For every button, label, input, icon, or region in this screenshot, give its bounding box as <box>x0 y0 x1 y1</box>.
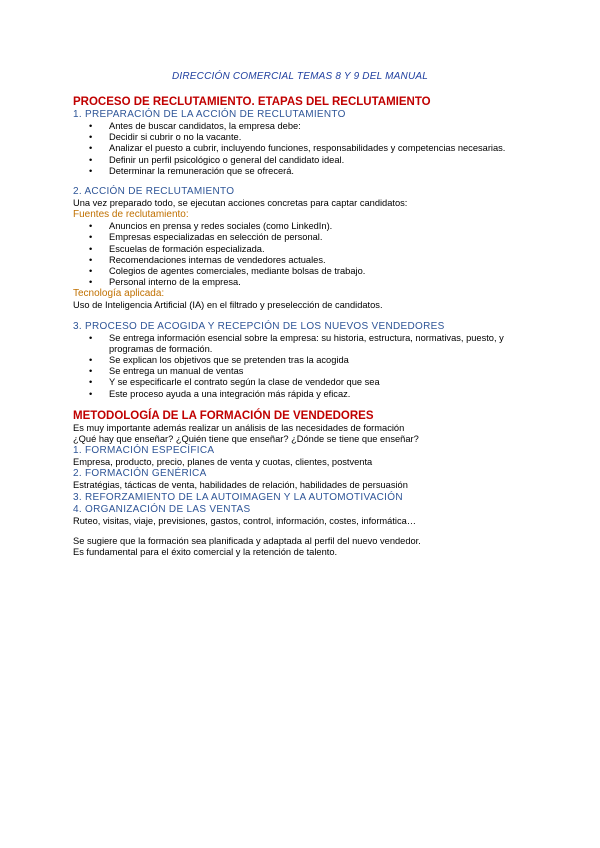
section-title-recruitment: PROCESO DE RECLUTAMIENTO. ETAPAS DEL RECLUTAMIENTO <box>73 96 431 108</box>
document-body <box>73 95 543 558</box>
closing-text-1: Se sugiere que la formación sea planificada y adaptada al perfil del nuevo vendedor. <box>73 535 421 546</box>
training-text-generic: Estratégias, tácticas de venta, habilidades de relación, habilidades de persuasión <box>73 480 408 491</box>
training-heading-generic: 2. FORMACIÓN GENÉRICA <box>73 468 207 480</box>
training-intro-2: ¿Qué hay que enseñar? ¿Quién tiene que enseñar? ¿Dónde se tiene que enseñar? <box>73 434 419 445</box>
list-item: • Anuncios en prensa y redes sociales (como LinkedIn). <box>109 221 543 232</box>
sources-heading: Fuentes de reclutamiento: <box>73 209 189 221</box>
list-item: • Empresas especializadas en selección de personal. <box>109 232 543 243</box>
list-item: • Personal interno de la empresa. <box>109 277 543 288</box>
onboarding-list <box>73 333 543 400</box>
list-item: • Definir un perfil psicológico o general del candidato ideal. <box>109 155 543 166</box>
list-item: • Se entrega información esencial sobre la empresa: su historia, estructura, normativas, puesto, y programas de formación. <box>109 333 543 355</box>
list-item: • Se entrega un manual de ventas <box>109 366 543 377</box>
document-header-title: DIRECCIÓN COMERCIAL TEMAS 8 Y 9 DEL MANUAL <box>171 71 429 82</box>
sources-list <box>73 221 543 288</box>
list-item: • Colegios de agentes comerciales, mediante bolsas de trabajo. <box>109 266 543 277</box>
list-item: • Determinar la remuneración que se ofrecerá. <box>109 166 543 177</box>
subsection-heading-preparation: 1. PREPARACIÓN DE LA ACCIÓN DE RECLUTAMIENTO <box>73 109 346 120</box>
list-item: • Se explican los objetivos que se pretenden tras la acogida <box>109 355 543 366</box>
recruitment-action-intro: Una vez preparado todo, se ejecutan acciones concretas para captar candidatos: <box>73 198 408 209</box>
subsection-heading-recruitment-action: 2. ACCIÓN DE RECLUTAMIENTO <box>73 186 235 198</box>
subsection-heading-onboarding: 3. PROCESO DE ACOGIDA Y RECEPCIÓN DE LOS NUEVOS VENDEDORES <box>73 320 445 332</box>
section-title-training: METODOLOGÍA DE LA FORMACIÓN DE VENDEDORES <box>73 409 374 422</box>
training-text-organization: Ruteo, visitas, viaje, previsiones, gastos, control, información, costes, informática… <box>73 515 417 526</box>
training-intro-1: Es muy importante además realizar un análisis de las necesidades de formación <box>73 422 405 433</box>
technology-heading: Tecnología aplicada: <box>73 288 165 300</box>
list-item: • Y se especificarle el contrato según la clase de vendedor que sea <box>109 377 543 388</box>
list-item: • Escuelas de formación especializada. <box>109 244 543 255</box>
list-item: • Recomendaciones internas de vendedores actuales. <box>109 255 543 266</box>
training-heading-selfimage: 3. REFORZAMIENTO DE LA AUTOIMAGEN Y LA AUTOMOTIVACIÓN <box>73 491 403 503</box>
list-item: • Decidir si cubrir o no la vacante. <box>109 132 543 143</box>
closing-text-2: Es fundamental para el éxito comercial y la retención de talento. <box>73 547 338 558</box>
list-item: • Antes de buscar candidatos, la empresa debe: <box>109 121 543 132</box>
preparation-list <box>73 121 543 177</box>
technology-text: Uso de Inteligencia Artificial (IA) en el filtrado y preselección de candidatos. <box>73 300 383 311</box>
training-heading-organization: 4. ORGANIZACIÓN DE LAS VENTAS <box>73 503 251 515</box>
list-item: • Analizar el puesto a cubrir, incluyendo funciones, responsabilidades y competencias necesarias. <box>109 143 543 154</box>
list-item: • Este proceso ayuda a una integración más rápida y eficaz. <box>109 389 543 400</box>
training-heading-specific: 1. FORMACIÓN ESPECÍFICA <box>73 445 215 457</box>
training-text-specific: Empresa, producto, precio, planes de venta y cuotas, clientes, postventa <box>73 457 373 468</box>
